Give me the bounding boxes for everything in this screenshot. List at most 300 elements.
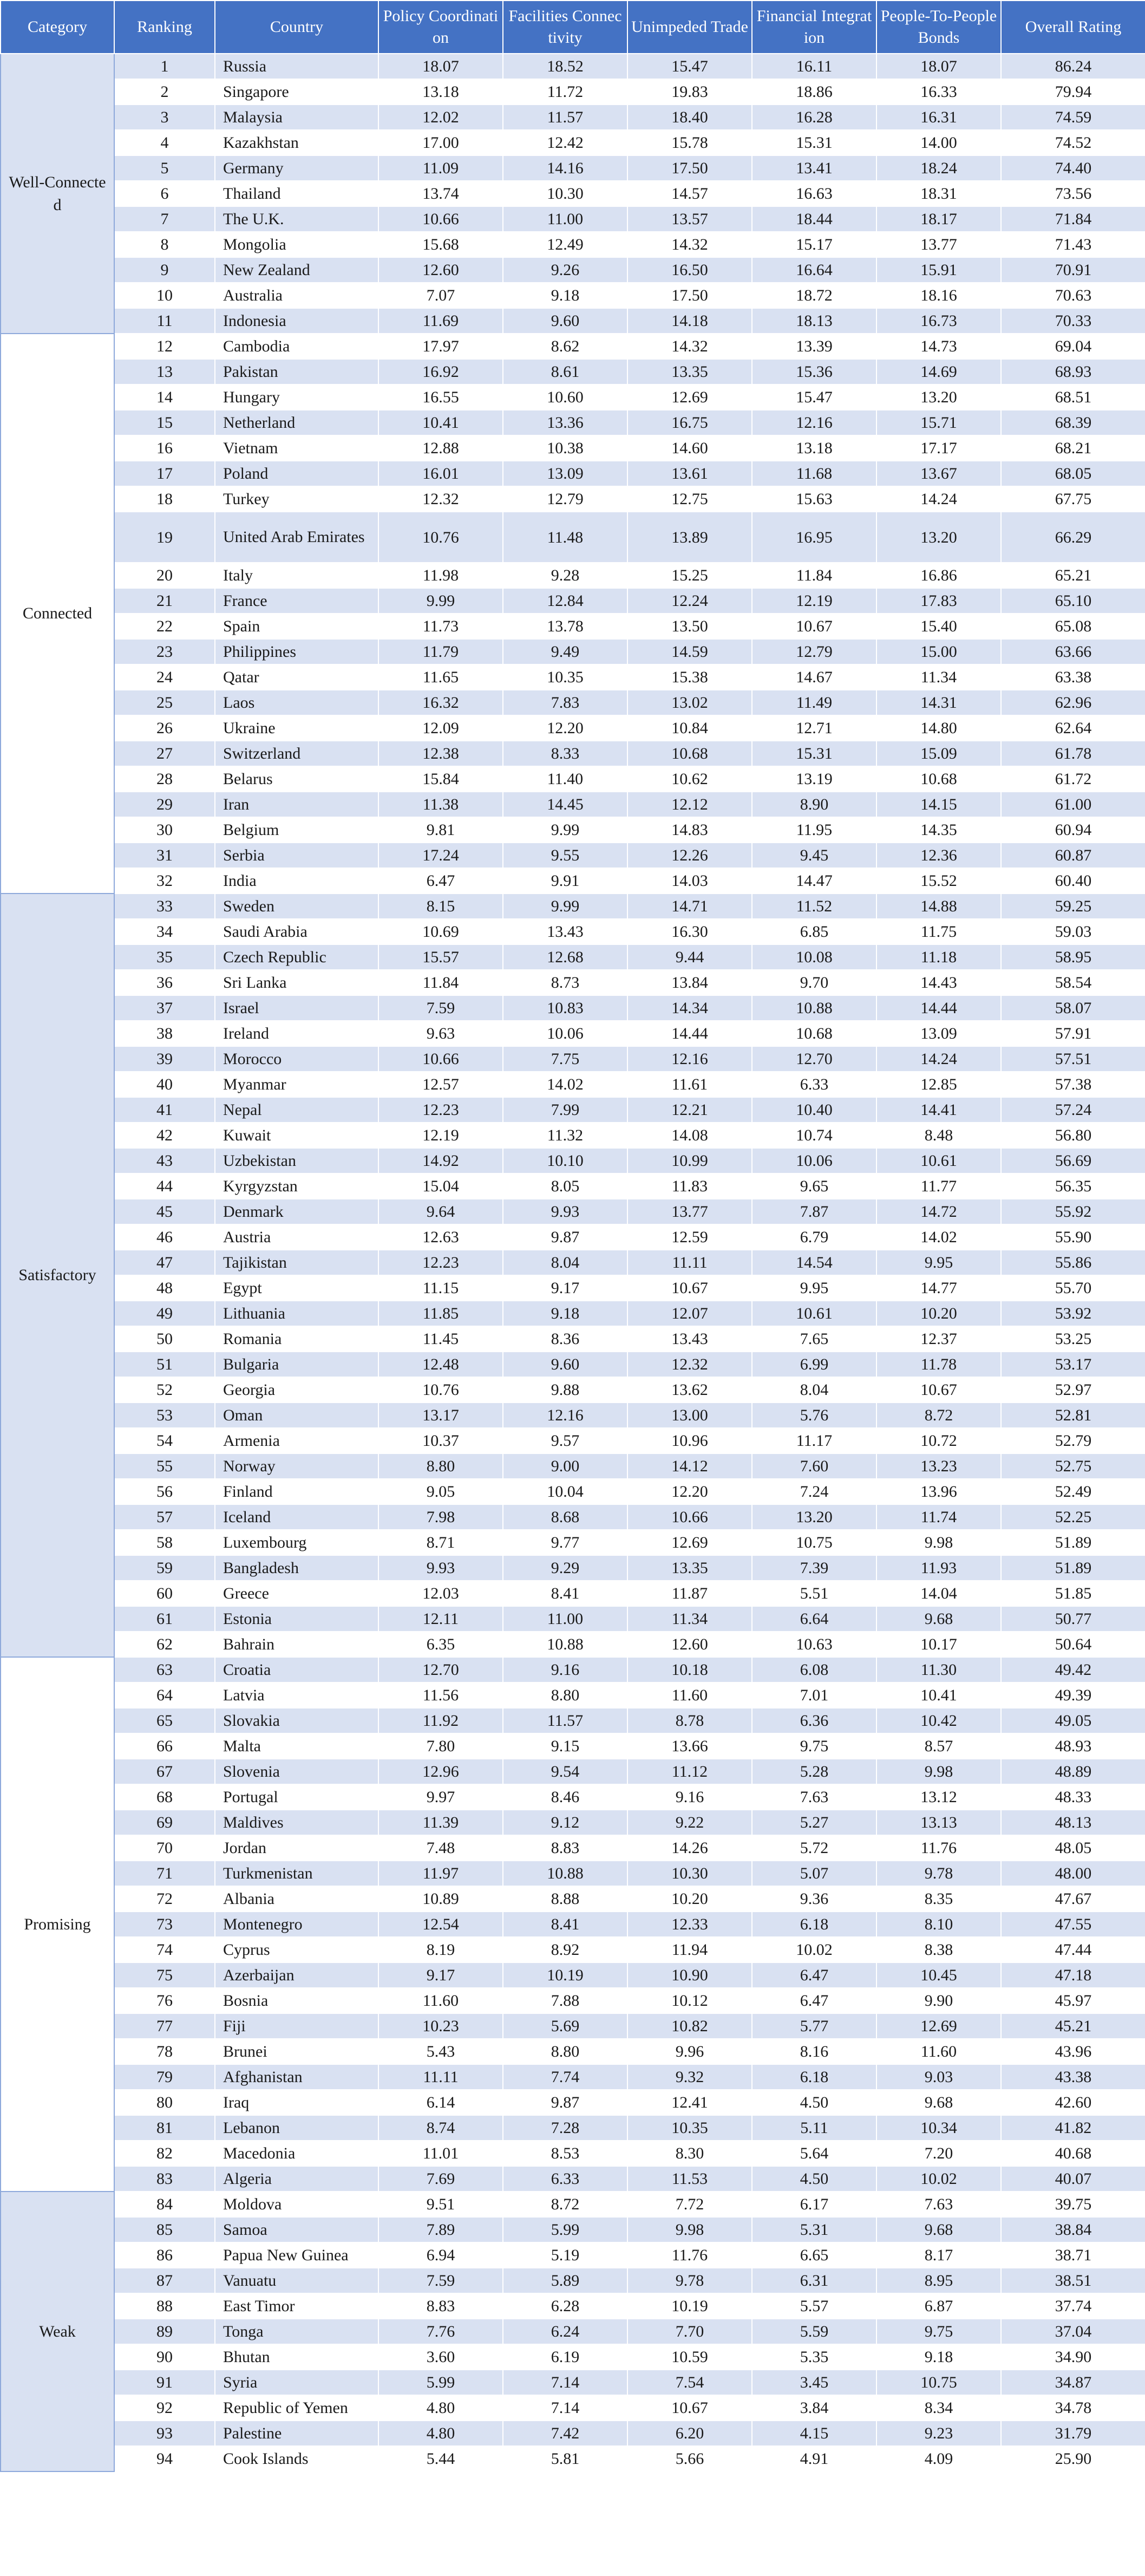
policy-coordination-cell: 9.64 [378, 1199, 503, 1224]
people-to-people-bonds-cell: 10.67 [876, 1377, 1001, 1403]
table-row [1, 54, 1145, 79]
policy-coordination-cell: 13.18 [378, 79, 503, 105]
unimpeded-trade-cell: 8.30 [627, 2141, 752, 2166]
table-row [1, 1733, 1145, 1759]
header-facilities-connectivity: Facilities Connectivity [503, 1, 627, 54]
policy-coordination-cell: 16.32 [378, 690, 503, 715]
unimpeded-trade-cell: 14.32 [627, 334, 752, 359]
table-row [1, 1886, 1145, 1912]
policy-coordination-cell: 10.76 [378, 1377, 503, 1403]
policy-coordination-cell: 10.89 [378, 1886, 503, 1912]
overall-rating-cell: 68.93 [1001, 359, 1145, 384]
unimpeded-trade-cell: 11.87 [627, 1581, 752, 1606]
unimpeded-trade-cell: 10.96 [627, 1428, 752, 1453]
policy-coordination-cell: 12.54 [378, 1912, 503, 1937]
overall-rating-cell: 47.55 [1001, 1912, 1145, 1937]
unimpeded-trade-cell: 10.18 [627, 1657, 752, 1682]
people-to-people-bonds-cell: 11.60 [876, 2039, 1001, 2064]
country-cell: Syria [215, 2370, 378, 2395]
ranking-cell: 83 [114, 2166, 215, 2192]
facilities-connectivity-cell: 9.12 [503, 1810, 627, 1835]
ranking-cell: 62 [114, 1632, 215, 1657]
facilities-connectivity-cell: 11.32 [503, 1123, 627, 1148]
people-to-people-bonds-cell: 9.78 [876, 1861, 1001, 1886]
unimpeded-trade-cell: 9.32 [627, 2064, 752, 2090]
table-row [1, 1377, 1145, 1403]
country-cell: Switzerland [215, 741, 378, 766]
country-cell: Myanmar [215, 1072, 378, 1097]
people-to-people-bonds-cell: 9.23 [876, 2421, 1001, 2446]
table-row [1, 944, 1145, 970]
people-to-people-bonds-cell: 14.80 [876, 715, 1001, 741]
unimpeded-trade-cell: 14.71 [627, 894, 752, 919]
financial-integration-cell: 12.70 [752, 1046, 876, 1072]
ranking-cell: 11 [114, 308, 215, 334]
table-row [1, 1199, 1145, 1224]
unimpeded-trade-cell: 13.84 [627, 970, 752, 995]
ranking-cell: 93 [114, 2421, 215, 2446]
country-cell: France [215, 588, 378, 614]
people-to-people-bonds-cell: 15.91 [876, 257, 1001, 283]
overall-rating-cell: 31.79 [1001, 2421, 1145, 2446]
ranking-cell: 70 [114, 1835, 215, 1861]
policy-coordination-cell: 17.24 [378, 843, 503, 868]
policy-coordination-cell: 7.69 [378, 2166, 503, 2192]
facilities-connectivity-cell: 10.88 [503, 1632, 627, 1657]
overall-rating-cell: 62.64 [1001, 715, 1145, 741]
country-cell: Albania [215, 1886, 378, 1912]
country-cell: Vietnam [215, 435, 378, 461]
ranking-cell: 31 [114, 843, 215, 868]
overall-rating-cell: 34.87 [1001, 2370, 1145, 2395]
people-to-people-bonds-cell: 9.90 [876, 1988, 1001, 2013]
people-to-people-bonds-cell: 12.69 [876, 2013, 1001, 2039]
category-cell: Connected [1, 334, 114, 894]
policy-coordination-cell: 11.85 [378, 1301, 503, 1326]
people-to-people-bonds-cell: 14.77 [876, 1275, 1001, 1301]
country-cell: Denmark [215, 1199, 378, 1224]
country-cell: Bangladesh [215, 1555, 378, 1581]
facilities-connectivity-cell: 6.33 [503, 2166, 627, 2192]
overall-rating-cell: 49.05 [1001, 1708, 1145, 1733]
table-row [1, 2013, 1145, 2039]
financial-integration-cell: 11.49 [752, 690, 876, 715]
people-to-people-bonds-cell: 10.72 [876, 1428, 1001, 1453]
ranking-cell: 42 [114, 1123, 215, 1148]
facilities-connectivity-cell: 9.29 [503, 1555, 627, 1581]
facilities-connectivity-cell: 11.40 [503, 766, 627, 792]
facilities-connectivity-cell: 8.36 [503, 1326, 627, 1352]
unimpeded-trade-cell: 12.20 [627, 1479, 752, 1504]
policy-coordination-cell: 11.73 [378, 614, 503, 639]
country-cell: Kuwait [215, 1123, 378, 1148]
ranking-cell: 1 [114, 54, 215, 79]
ranking-cell: 63 [114, 1657, 215, 1682]
unimpeded-trade-cell: 9.98 [627, 2217, 752, 2242]
financial-integration-cell: 10.74 [752, 1123, 876, 1148]
policy-coordination-cell: 13.74 [378, 181, 503, 206]
ranking-cell: 43 [114, 1148, 215, 1173]
unimpeded-trade-cell: 10.84 [627, 715, 752, 741]
table-row [1, 766, 1145, 792]
table-row [1, 1326, 1145, 1352]
overall-rating-cell: 34.90 [1001, 2344, 1145, 2370]
unimpeded-trade-cell: 13.77 [627, 1199, 752, 1224]
policy-coordination-cell: 10.69 [378, 919, 503, 944]
ranking-cell: 82 [114, 2141, 215, 2166]
facilities-connectivity-cell: 11.00 [503, 1606, 627, 1632]
unimpeded-trade-cell: 13.02 [627, 690, 752, 715]
ranking-cell: 22 [114, 614, 215, 639]
table-row [1, 1072, 1145, 1097]
table-row [1, 384, 1145, 410]
ranking-cell: 94 [114, 2446, 215, 2471]
policy-coordination-cell: 12.70 [378, 1657, 503, 1682]
country-cell: Armenia [215, 1428, 378, 1453]
table-row [1, 2064, 1145, 2090]
table-row [1, 2192, 1145, 2217]
ranking-cell: 87 [114, 2268, 215, 2293]
overall-rating-cell: 56.80 [1001, 1123, 1145, 1148]
facilities-connectivity-cell: 10.19 [503, 1962, 627, 1988]
facilities-connectivity-cell: 11.00 [503, 206, 627, 232]
overall-rating-cell: 68.05 [1001, 461, 1145, 486]
overall-rating-cell: 86.24 [1001, 54, 1145, 79]
ranking-cell: 58 [114, 1530, 215, 1555]
people-to-people-bonds-cell: 15.52 [876, 868, 1001, 894]
people-to-people-bonds-cell: 11.30 [876, 1657, 1001, 1682]
facilities-connectivity-cell: 9.16 [503, 1657, 627, 1682]
overall-rating-cell: 55.70 [1001, 1275, 1145, 1301]
overall-rating-cell: 61.78 [1001, 741, 1145, 766]
people-to-people-bonds-cell: 13.20 [876, 384, 1001, 410]
overall-rating-cell: 53.92 [1001, 1301, 1145, 1326]
unimpeded-trade-cell: 10.90 [627, 1962, 752, 1988]
financial-integration-cell: 4.91 [752, 2446, 876, 2471]
overall-rating-cell: 47.67 [1001, 1886, 1145, 1912]
facilities-connectivity-cell: 9.60 [503, 1352, 627, 1377]
country-cell: Montenegro [215, 1912, 378, 1937]
financial-integration-cell: 10.68 [752, 1021, 876, 1046]
table-row [1, 1937, 1145, 1962]
country-cell: Kazakhstan [215, 130, 378, 155]
people-to-people-bonds-cell: 12.85 [876, 1072, 1001, 1097]
table-row [1, 2115, 1145, 2141]
policy-coordination-cell: 11.45 [378, 1326, 503, 1352]
ranking-cell: 17 [114, 461, 215, 486]
ranking-cell: 21 [114, 588, 215, 614]
overall-rating-cell: 74.59 [1001, 105, 1145, 130]
overall-rating-cell: 57.91 [1001, 1021, 1145, 1046]
facilities-connectivity-cell: 13.09 [503, 461, 627, 486]
overall-rating-cell: 51.89 [1001, 1555, 1145, 1581]
ranking-cell: 27 [114, 741, 215, 766]
financial-integration-cell: 5.28 [752, 1759, 876, 1784]
people-to-people-bonds-cell: 6.87 [876, 2293, 1001, 2319]
country-cell: Australia [215, 283, 378, 308]
ranking-cell: 88 [114, 2293, 215, 2319]
financial-integration-cell: 6.17 [752, 2192, 876, 2217]
facilities-connectivity-cell: 5.69 [503, 2013, 627, 2039]
overall-rating-cell: 55.86 [1001, 1250, 1145, 1275]
table-row [1, 410, 1145, 435]
policy-coordination-cell: 11.11 [378, 2064, 503, 2090]
facilities-connectivity-cell: 8.68 [503, 1504, 627, 1530]
facilities-connectivity-cell: 11.48 [503, 512, 627, 563]
policy-coordination-cell: 12.96 [378, 1759, 503, 1784]
ranking-cell: 48 [114, 1275, 215, 1301]
facilities-connectivity-cell: 11.72 [503, 79, 627, 105]
ranking-cell: 66 [114, 1733, 215, 1759]
ranking-cell: 37 [114, 995, 215, 1021]
facilities-connectivity-cell: 8.61 [503, 359, 627, 384]
overall-rating-cell: 56.69 [1001, 1148, 1145, 1173]
ranking-cell: 24 [114, 664, 215, 690]
facilities-connectivity-cell: 7.88 [503, 1988, 627, 2013]
facilities-connectivity-cell: 18.52 [503, 54, 627, 79]
facilities-connectivity-cell: 8.05 [503, 1173, 627, 1199]
facilities-connectivity-cell: 8.80 [503, 2039, 627, 2064]
overall-rating-cell: 60.94 [1001, 817, 1145, 843]
ranking-cell: 69 [114, 1810, 215, 1835]
unimpeded-trade-cell: 12.33 [627, 1912, 752, 1937]
people-to-people-bonds-cell: 15.71 [876, 410, 1001, 435]
facilities-connectivity-cell: 10.35 [503, 664, 627, 690]
table-row [1, 1428, 1145, 1453]
overall-rating-cell: 51.89 [1001, 1530, 1145, 1555]
financial-integration-cell: 10.63 [752, 1632, 876, 1657]
ranking-cell: 20 [114, 563, 215, 588]
people-to-people-bonds-cell: 14.88 [876, 894, 1001, 919]
country-cell: Russia [215, 54, 378, 79]
policy-coordination-cell: 7.89 [378, 2217, 503, 2242]
people-to-people-bonds-cell: 13.96 [876, 1479, 1001, 1504]
unimpeded-trade-cell: 7.54 [627, 2370, 752, 2395]
table-row [1, 1555, 1145, 1581]
facilities-connectivity-cell: 10.83 [503, 995, 627, 1021]
people-to-people-bonds-cell: 10.17 [876, 1632, 1001, 1657]
people-to-people-bonds-cell: 11.34 [876, 664, 1001, 690]
financial-integration-cell: 5.11 [752, 2115, 876, 2141]
country-cell: Poland [215, 461, 378, 486]
people-to-people-bonds-cell: 11.75 [876, 919, 1001, 944]
financial-integration-cell: 16.95 [752, 512, 876, 563]
table-row [1, 2217, 1145, 2242]
ranking-cell: 53 [114, 1403, 215, 1428]
table-row [1, 461, 1145, 486]
financial-integration-cell: 10.40 [752, 1097, 876, 1123]
overall-rating-cell: 52.81 [1001, 1403, 1145, 1428]
facilities-connectivity-cell: 7.42 [503, 2421, 627, 2446]
overall-rating-cell: 49.42 [1001, 1657, 1145, 1682]
policy-coordination-cell: 9.81 [378, 817, 503, 843]
country-cell: Sweden [215, 894, 378, 919]
facilities-connectivity-cell: 12.79 [503, 486, 627, 512]
unimpeded-trade-cell: 10.12 [627, 1988, 752, 2013]
people-to-people-bonds-cell: 9.68 [876, 1606, 1001, 1632]
table-row [1, 79, 1145, 105]
overall-rating-cell: 38.71 [1001, 2242, 1145, 2268]
financial-integration-cell: 6.64 [752, 1606, 876, 1632]
policy-coordination-cell: 13.17 [378, 1403, 503, 1428]
ranking-cell: 77 [114, 2013, 215, 2039]
unimpeded-trade-cell: 9.78 [627, 2268, 752, 2293]
policy-coordination-cell: 6.94 [378, 2242, 503, 2268]
unimpeded-trade-cell: 16.30 [627, 919, 752, 944]
facilities-connectivity-cell: 9.17 [503, 1275, 627, 1301]
ranking-cell: 84 [114, 2192, 215, 2217]
unimpeded-trade-cell: 11.83 [627, 1173, 752, 1199]
policy-coordination-cell: 12.23 [378, 1097, 503, 1123]
people-to-people-bonds-cell: 14.00 [876, 130, 1001, 155]
overall-rating-cell: 43.96 [1001, 2039, 1145, 2064]
table-row [1, 181, 1145, 206]
unimpeded-trade-cell: 12.24 [627, 588, 752, 614]
financial-integration-cell: 9.75 [752, 1733, 876, 1759]
financial-integration-cell: 11.68 [752, 461, 876, 486]
policy-coordination-cell: 8.15 [378, 894, 503, 919]
policy-coordination-cell: 7.07 [378, 283, 503, 308]
table-row [1, 1275, 1145, 1301]
unimpeded-trade-cell: 12.07 [627, 1301, 752, 1326]
facilities-connectivity-cell: 7.75 [503, 1046, 627, 1072]
facilities-connectivity-cell: 5.19 [503, 2242, 627, 2268]
unimpeded-trade-cell: 13.35 [627, 1555, 752, 1581]
overall-rating-cell: 38.84 [1001, 2217, 1145, 2242]
policy-coordination-cell: 12.09 [378, 715, 503, 741]
people-to-people-bonds-cell: 17.17 [876, 435, 1001, 461]
overall-rating-cell: 65.10 [1001, 588, 1145, 614]
unimpeded-trade-cell: 10.67 [627, 2395, 752, 2421]
people-to-people-bonds-cell: 14.02 [876, 1224, 1001, 1250]
unimpeded-trade-cell: 10.68 [627, 741, 752, 766]
table-row [1, 690, 1145, 715]
table-row [1, 843, 1145, 868]
country-cell: Turkmenistan [215, 1861, 378, 1886]
unimpeded-trade-cell: 10.66 [627, 1504, 752, 1530]
table-row [1, 1148, 1145, 1173]
policy-coordination-cell: 18.07 [378, 54, 503, 79]
country-cell: Sri Lanka [215, 970, 378, 995]
ranking-cell: 80 [114, 2090, 215, 2115]
facilities-connectivity-cell: 7.99 [503, 1097, 627, 1123]
financial-integration-cell: 5.76 [752, 1403, 876, 1428]
ranking-cell: 29 [114, 792, 215, 817]
people-to-people-bonds-cell: 10.45 [876, 1962, 1001, 1988]
people-to-people-bonds-cell: 18.31 [876, 181, 1001, 206]
country-cell: Israel [215, 995, 378, 1021]
table-row [1, 1504, 1145, 1530]
unimpeded-trade-cell: 9.22 [627, 1810, 752, 1835]
ranking-cell: 34 [114, 919, 215, 944]
country-cell: Malaysia [215, 105, 378, 130]
table-row [1, 1682, 1145, 1708]
ranking-cell: 12 [114, 334, 215, 359]
financial-integration-cell: 9.45 [752, 843, 876, 868]
ranking-cell: 78 [114, 2039, 215, 2064]
table-row [1, 639, 1145, 664]
facilities-connectivity-cell: 13.43 [503, 919, 627, 944]
overall-rating-cell: 52.25 [1001, 1504, 1145, 1530]
policy-coordination-cell: 10.66 [378, 1046, 503, 1072]
country-cell: Tonga [215, 2319, 378, 2344]
people-to-people-bonds-cell: 10.34 [876, 2115, 1001, 2141]
overall-rating-cell: 57.51 [1001, 1046, 1145, 1072]
financial-integration-cell: 4.50 [752, 2090, 876, 2115]
overall-rating-cell: 52.75 [1001, 1453, 1145, 1479]
financial-integration-cell: 4.50 [752, 2166, 876, 2192]
unimpeded-trade-cell: 14.60 [627, 435, 752, 461]
country-cell: Samoa [215, 2217, 378, 2242]
header-policy-coordination: Policy Coordination [378, 1, 503, 54]
ranking-cell: 30 [114, 817, 215, 843]
overall-rating-cell: 55.92 [1001, 1199, 1145, 1224]
financial-integration-cell: 3.45 [752, 2370, 876, 2395]
facilities-connectivity-cell: 9.60 [503, 308, 627, 334]
facilities-connectivity-cell: 9.00 [503, 1453, 627, 1479]
financial-integration-cell: 11.95 [752, 817, 876, 843]
facilities-connectivity-cell: 8.33 [503, 741, 627, 766]
country-cell: Republic of Yemen [215, 2395, 378, 2421]
table-row [1, 2293, 1145, 2319]
ranking-cell: 56 [114, 1479, 215, 1504]
overall-rating-cell: 48.13 [1001, 1810, 1145, 1835]
country-cell: Indonesia [215, 308, 378, 334]
facilities-connectivity-cell: 8.41 [503, 1581, 627, 1606]
overall-rating-cell: 52.49 [1001, 1479, 1145, 1504]
financial-integration-cell: 15.17 [752, 232, 876, 257]
overall-rating-cell: 79.94 [1001, 79, 1145, 105]
facilities-connectivity-cell: 12.68 [503, 944, 627, 970]
ranking-cell: 91 [114, 2370, 215, 2395]
unimpeded-trade-cell: 17.50 [627, 283, 752, 308]
policy-coordination-cell: 12.48 [378, 1352, 503, 1377]
overall-rating-cell: 37.04 [1001, 2319, 1145, 2344]
people-to-people-bonds-cell: 15.09 [876, 741, 1001, 766]
unimpeded-trade-cell: 14.57 [627, 181, 752, 206]
unimpeded-trade-cell: 15.25 [627, 563, 752, 588]
ranking-cell: 28 [114, 766, 215, 792]
country-cell: Luxembourg [215, 1530, 378, 1555]
table-row [1, 1453, 1145, 1479]
country-cell: Philippines [215, 639, 378, 664]
country-cell: Bulgaria [215, 1352, 378, 1377]
unimpeded-trade-cell: 11.11 [627, 1250, 752, 1275]
financial-integration-cell: 18.44 [752, 206, 876, 232]
financial-integration-cell: 9.65 [752, 1173, 876, 1199]
policy-coordination-cell: 9.17 [378, 1962, 503, 1988]
unimpeded-trade-cell: 12.69 [627, 1530, 752, 1555]
financial-integration-cell: 5.72 [752, 1835, 876, 1861]
policy-coordination-cell: 12.57 [378, 1072, 503, 1097]
unimpeded-trade-cell: 15.47 [627, 54, 752, 79]
unimpeded-trade-cell: 13.00 [627, 1403, 752, 1428]
ranking-cell: 47 [114, 1250, 215, 1275]
facilities-connectivity-cell: 10.88 [503, 1861, 627, 1886]
people-to-people-bonds-cell: 14.73 [876, 334, 1001, 359]
ranking-cell: 35 [114, 944, 215, 970]
people-to-people-bonds-cell: 10.68 [876, 766, 1001, 792]
table-body [1, 54, 1145, 2471]
overall-rating-cell: 65.21 [1001, 563, 1145, 588]
financial-integration-cell: 7.87 [752, 1199, 876, 1224]
country-cell: East Timor [215, 2293, 378, 2319]
unimpeded-trade-cell: 7.70 [627, 2319, 752, 2344]
overall-rating-cell: 50.77 [1001, 1606, 1145, 1632]
policy-coordination-cell: 8.19 [378, 1937, 503, 1962]
overall-rating-cell: 53.17 [1001, 1352, 1145, 1377]
table-row [1, 1250, 1145, 1275]
